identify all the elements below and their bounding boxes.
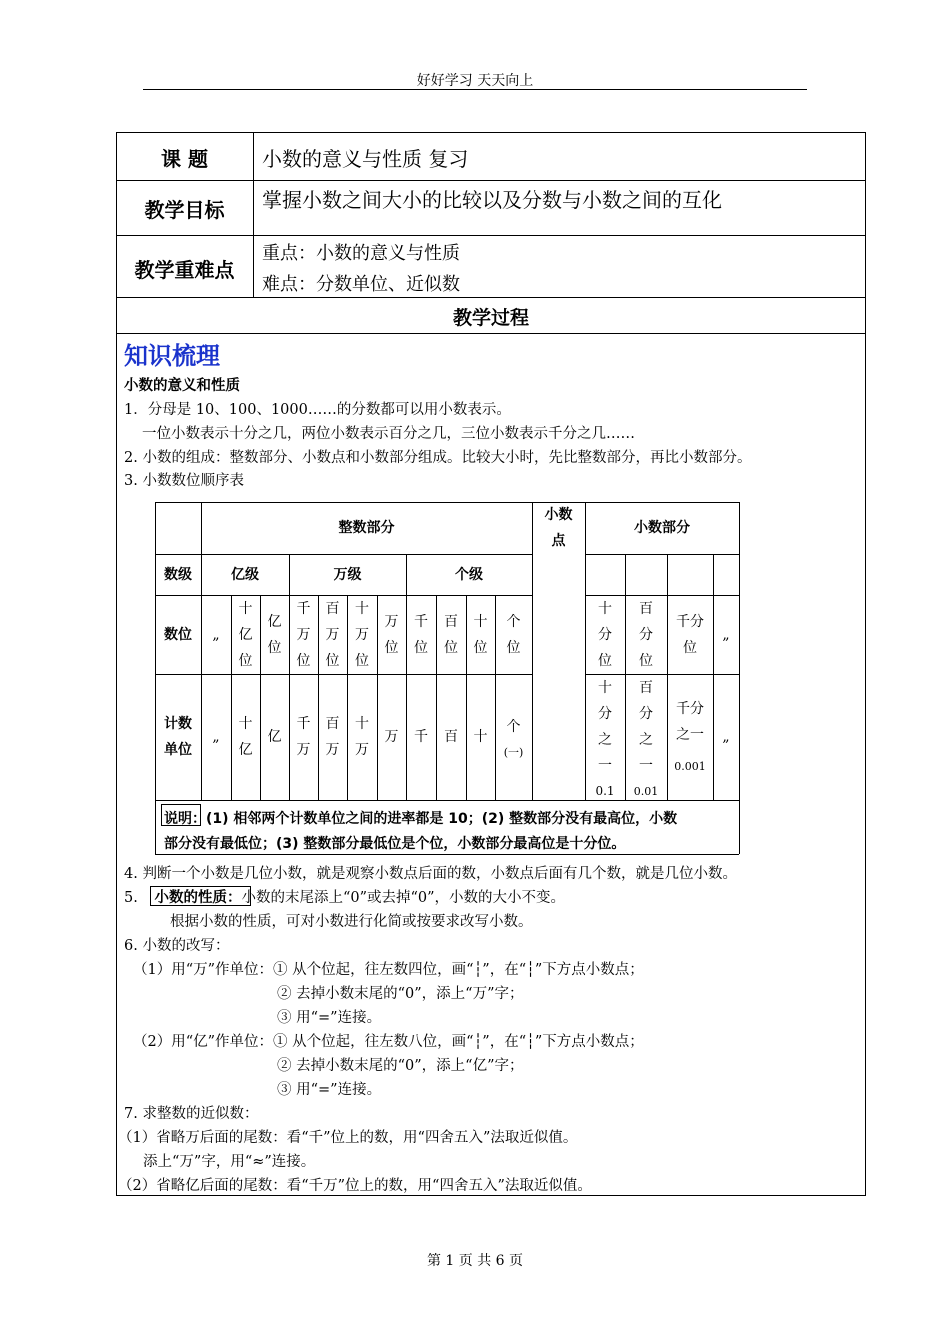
goal-label: 教学目标 [144,198,225,222]
yi-level: 亿级 [231,566,259,583]
unit-cell: 个 [506,719,521,735]
point-3: 3. 小数数位顺序表 [124,473,244,489]
dec-value: 0.001 [674,760,706,773]
point-7a: （1）省略万后面的尾数：看“千”位上的数，用“四舍五入”法取近似值。 [118,1130,578,1146]
place-cell: 十 亿 位 [238,600,253,669]
point-6b-2: ② 去掉小数末尾的“0”，添上“亿”字； [277,1058,524,1074]
dec-unit-cell: 百 分 之 一 [639,680,653,774]
place-cell: 万 位 [384,613,399,656]
point-6b-3: ③ 用“=”连接。 [277,1082,382,1098]
label-divider [253,132,254,298]
unit-cell: 亿 [267,729,282,745]
point-7: 7. 求整数的近似数： [124,1106,259,1122]
note-line-1 [164,808,677,828]
dec-unit-cell: 十 分 之 一 [598,680,612,774]
place-cell: 千 位 [414,613,428,656]
process-heading: 教学过程 [452,307,529,329]
dec-place-cell: „ [722,626,730,643]
point-5-label: 小数的性质： [154,890,242,906]
decimal-point-header: 小数 点 [544,507,573,549]
place-cell: 十 位 [473,613,488,656]
note-label: 说明 [164,811,192,827]
dec-place-cell: 百 分 位 [639,600,653,669]
place-label: 数位 [164,626,192,643]
unit-label: 计数 单位 [164,716,192,758]
dec-unit-cell: 千分 之一 [676,701,704,743]
place-value-table [155,502,739,854]
unit-cell: 十 [473,729,488,745]
place-cell: 个 位 [506,613,521,656]
ge-level: 个级 [455,566,483,583]
point-1: 1．分母是 10、100、1000……的分数都可以用小数表示。 [124,402,511,418]
unit-cell: 百 万 [325,716,340,758]
point-7a-2: 添上“万”字，用“≈”连接。 [143,1154,316,1170]
place-cell: 千 万 位 [296,600,311,669]
unit-cell: 千 [414,729,428,745]
unit-one: (一) [503,746,524,759]
unit-cell: 十 亿 [238,716,253,758]
note-line-2: 部分没有最低位；(3) 整数部分最低位是个位，小数部分最高位是十分位。 [164,836,626,852]
row-rule [116,297,866,298]
unit-cell: 十 万 [355,716,369,758]
place-cell: 百 位 [444,613,458,656]
row-rule [116,235,866,236]
point-7b: （2）省略亿后面的尾数：看“千万”位上的数，用“四舍五入”法取近似值。 [118,1178,592,1194]
unit-cell: 千 万 [296,716,311,758]
goal-value: 掌握小数之间大小的比较以及分数与小数之间的互化 [262,188,722,212]
dec-place-cell: 千分 位 [676,613,704,656]
header-rule [143,89,807,90]
place-cell: 亿 位 [267,613,282,656]
point-5 [124,886,565,907]
dec-place-cell: 十 分 位 [598,600,612,669]
topic-label: 课 题 [161,147,208,171]
point-5-text: 小数的末尾添上“0”或去掉“0”，小数的大小不变。 [241,890,566,906]
dec-value: 0.01 [633,785,659,798]
point-2: 2. 小数的组成：整数部分、小数点和小数部分组成。比较大小时，先比整数部分，再比小数部分。 [124,450,752,466]
dec-unit-cell: „ [722,729,730,745]
key-value-1: 重点：小数的意义与性质 [262,243,460,264]
int-part-header: 整数部分 [338,520,395,536]
place-cell: 百 万 位 [325,600,340,669]
section-title: 知识梳理 [124,342,220,370]
key-label: 教学重难点 [134,258,235,282]
place-cell: 十 万 位 [355,600,369,669]
row-rule [116,180,866,181]
dec-value: 0.1 [595,784,615,798]
place-cell: „ [212,626,220,643]
topic-value: 小数的意义与性质 复习 [262,147,469,171]
key-value-2: 难点：分数单位、近似数 [262,274,460,295]
page-footer: 第 1 页 共 6 页 [426,1253,524,1269]
point-6a-2: ② 去掉小数末尾的“0”，添上“万”字； [277,986,524,1002]
unit-cell: „ [212,729,220,745]
level-label: 数级 [164,566,192,583]
point-6: 6. 小数的改写： [124,938,230,954]
point-6b-1: （2）用“亿”作单位：① 从个位起，往左数八位，画“┆”，在“┆”下方点小数点； [133,1034,644,1050]
page-header: 好好学习 天天向上 [416,73,534,89]
unit-cell: 百 [444,729,458,745]
note-text-1: ：(1) 相邻两个计数单位之间的进率都是 10；(2) 整数部分没有最高位，小数 [192,811,678,827]
wan-level: 万级 [333,566,362,583]
dec-part-header: 小数部分 [634,520,690,536]
point-5-num: 5. [124,890,138,906]
point-6a-3: ③ 用“=”连接。 [277,1010,382,1026]
point-4: 4. 判断一个小数是几位小数，就是观察小数点后面的数，小数点后面有几个数，就是几位小数。 [124,866,737,882]
point-1b: 一位小数表示十分之几，两位小数表示百分之几，三位小数表示千分之几…… [142,426,635,442]
point-6a-1: （1）用“万”作单位：① 从个位起，往左数四位，画“┆”，在“┆”下方点小数点； [133,962,644,978]
subtitle: 小数的意义和性质 [124,378,240,394]
row-rule [116,333,866,334]
point-5b: 根据小数的性质，可对小数进行化简或按要求改写小数。 [170,914,533,930]
unit-cell: 万 [384,729,399,745]
